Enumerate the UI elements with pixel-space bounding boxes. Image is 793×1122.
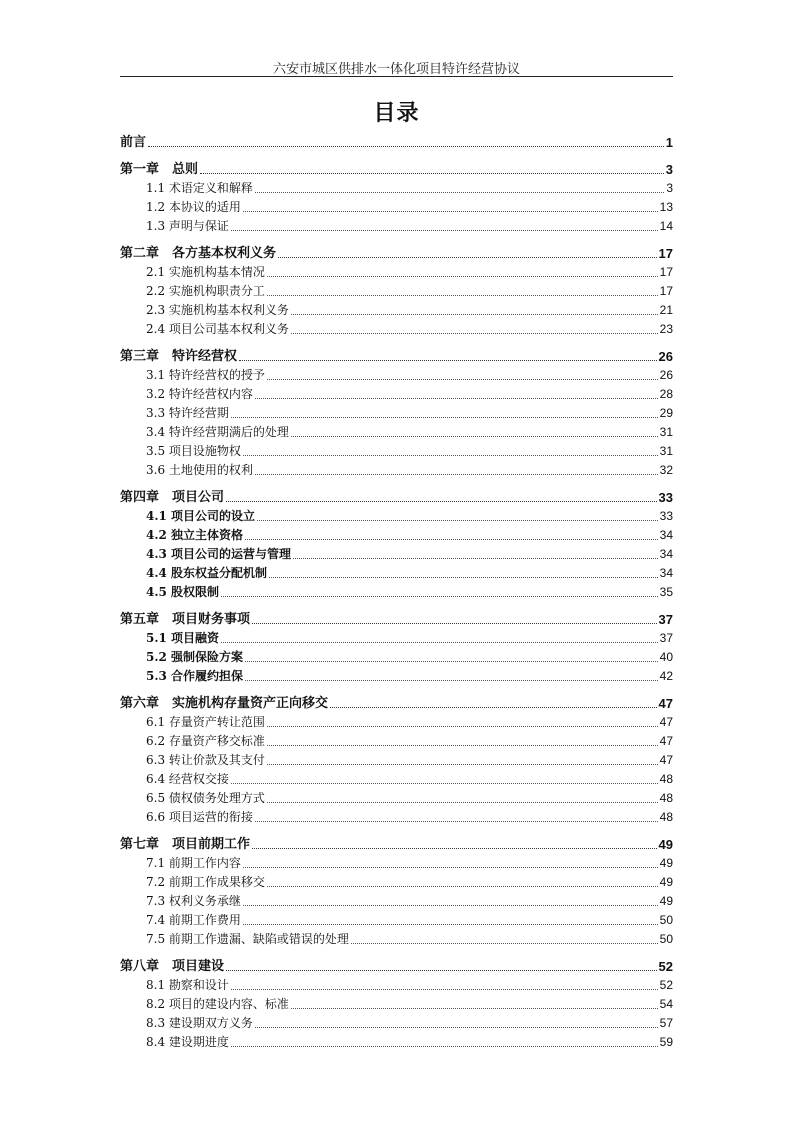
toc-chapter-entry[interactable]	[120, 835, 673, 854]
toc-page-number: 1	[665, 135, 673, 150]
toc-entry-title: 3.2 特许经营权内容	[146, 387, 253, 401]
toc-entry-label	[120, 160, 198, 179]
toc-section-entry[interactable]	[120, 892, 673, 911]
toc-entry-label	[146, 366, 265, 385]
toc-section-entry[interactable]	[120, 667, 673, 686]
dot-leader	[267, 801, 658, 803]
toc-section-entry[interactable]	[120, 911, 673, 930]
dot-leader	[231, 988, 658, 990]
dot-leader	[243, 454, 658, 456]
dot-leader	[267, 378, 658, 380]
toc-entry-label	[146, 179, 253, 198]
toc-page-number: 17	[658, 246, 673, 261]
toc-page-number: 29	[659, 406, 673, 420]
toc-page-number: 49	[659, 894, 673, 908]
toc-chapter-number: 第二章	[120, 246, 160, 261]
dot-leader	[278, 256, 657, 258]
dot-leader	[245, 538, 658, 540]
toc-page-number: 31	[659, 444, 673, 458]
toc-entry-title: 1.1 术语定义和解释	[146, 181, 253, 195]
header-rule	[120, 76, 673, 77]
dot-leader	[231, 229, 658, 231]
toc-page-number: 14	[659, 219, 673, 233]
toc-section-entry[interactable]	[120, 461, 673, 480]
dot-leader	[245, 660, 658, 662]
dot-leader	[291, 435, 658, 437]
toc-chapter-entry[interactable]	[120, 133, 673, 152]
toc-entry-title: 2.3 实施机构基本权利义务	[146, 303, 289, 317]
toc-section-entry[interactable]	[120, 301, 673, 320]
dot-leader	[221, 595, 658, 597]
toc-page-number: 47	[659, 715, 673, 729]
toc-chapter-number: 第三章	[120, 349, 160, 364]
toc-entry-label	[146, 217, 229, 236]
page-header: 六安市城区供排水一体化项目特许经营协议	[272, 62, 520, 77]
toc-page-number: 26	[658, 349, 673, 364]
toc-entry-title: 7.1 前期工作内容	[146, 856, 241, 870]
page-title: 目录	[373, 101, 420, 126]
toc-chapter-number: 第四章	[120, 490, 160, 505]
dot-leader	[267, 294, 658, 296]
toc-entry-title: 6.1 存量资产转让范围	[146, 715, 265, 729]
toc-page-number: 54	[659, 997, 673, 1011]
toc-section-entry[interactable]	[120, 854, 673, 873]
dot-leader	[239, 359, 657, 361]
toc-entry-label	[146, 808, 253, 827]
toc-page-number: 52	[658, 959, 673, 974]
toc-entry-title: 6.4 经营权交接	[146, 772, 229, 786]
toc-page-number: 3	[665, 162, 673, 177]
toc-entry-title: 5.3 合作履约担保	[146, 669, 244, 683]
dot-leader	[293, 557, 658, 559]
toc-section-entry[interactable]	[120, 770, 673, 789]
toc-entry-title: 各方基本权利义务	[172, 246, 277, 261]
toc-entry-title: 4.1 项目公司的设立	[146, 509, 256, 523]
toc-section-entry[interactable]	[120, 873, 673, 892]
toc-section-entry[interactable]	[120, 423, 673, 442]
dot-leader	[351, 942, 658, 944]
toc-page-number: 40	[659, 650, 673, 664]
dot-leader	[243, 923, 658, 925]
toc-section-entry[interactable]	[120, 713, 673, 732]
toc-section-entry[interactable]	[120, 732, 673, 751]
toc-entry-title: 7.5 前期工作遗漏、缺陷或错误的处理	[146, 932, 349, 946]
toc-page-number: 47	[659, 734, 673, 748]
toc-entry-title: 8.1 勘察和设计	[146, 978, 229, 992]
toc-section-entry[interactable]	[120, 976, 673, 995]
toc-entry-title: 6.3 转让价款及其支付	[146, 753, 265, 767]
toc-page-number: 35	[659, 585, 673, 599]
dot-leader	[267, 744, 658, 746]
toc-chapter-number: 第七章	[120, 837, 160, 852]
toc-entry-title: 4.3 项目公司的运营与管理	[146, 547, 292, 561]
toc-entry-label	[120, 957, 224, 976]
dot-leader	[291, 313, 658, 315]
dot-leader	[330, 706, 657, 708]
toc-entry-title: 2.1 实施机构基本情况	[146, 265, 265, 279]
toc-entry-label	[146, 320, 289, 339]
dot-leader	[243, 210, 658, 212]
toc-entry-label	[146, 507, 255, 526]
toc-page-number: 28	[659, 387, 673, 401]
toc-entry-title: 前言	[120, 135, 147, 150]
dot-leader	[252, 847, 657, 849]
toc-page-number: 13	[659, 200, 673, 214]
toc-entry-title: 4.2 独立主体资格	[146, 528, 244, 542]
toc-entry-title: 项目建设	[172, 959, 225, 974]
toc-entry-label	[120, 347, 237, 366]
toc-section-entry[interactable]	[120, 282, 673, 301]
toc-page-number: 34	[659, 528, 673, 542]
toc-entry-label	[146, 301, 289, 320]
toc-section-entry[interactable]	[120, 583, 673, 602]
dot-leader	[148, 145, 664, 147]
toc-section-entry[interactable]	[120, 198, 673, 217]
toc-page-number: 49	[658, 837, 673, 852]
table-of-contents	[120, 133, 673, 1052]
toc-entry-label	[146, 995, 289, 1014]
toc-entry-label	[146, 423, 289, 442]
toc-entry-title: 4.4 股东权益分配机制	[146, 566, 268, 580]
toc-entry-label	[146, 713, 265, 732]
toc-page-number: 34	[659, 547, 673, 561]
toc-section-entry[interactable]	[120, 629, 673, 648]
toc-page-number: 59	[659, 1035, 673, 1049]
toc-entry-title: 8.3 建设期双方义务	[146, 1016, 253, 1030]
toc-section-entry[interactable]	[120, 1033, 673, 1052]
dot-leader	[231, 1045, 658, 1047]
toc-entry-title: 5.1 项目融资	[146, 631, 220, 645]
dot-leader	[291, 1007, 658, 1009]
toc-entry-label	[146, 1033, 229, 1052]
toc-entry-label	[120, 488, 224, 507]
toc-entry-title: 3.1 特许经营权的授予	[146, 368, 265, 382]
toc-entry-label	[146, 564, 267, 583]
toc-entry-label	[146, 930, 349, 949]
toc-entry-label	[146, 404, 229, 423]
toc-chapter-entry[interactable]	[120, 244, 673, 263]
toc-entry-label	[120, 694, 328, 713]
toc-page-number: 57	[659, 1016, 673, 1030]
toc-page-number: 50	[659, 913, 673, 927]
toc-section-entry[interactable]	[120, 648, 673, 667]
toc-entry-label	[146, 648, 243, 667]
toc-section-entry[interactable]	[120, 320, 673, 339]
toc-page-number: 48	[659, 810, 673, 824]
toc-page-number: 50	[659, 932, 673, 946]
toc-page-number: 47	[659, 753, 673, 767]
toc-entry-title: 6.2 存量资产移交标准	[146, 734, 265, 748]
toc-entry-label	[146, 282, 265, 301]
toc-page-number: 17	[659, 284, 673, 298]
toc-entry-label	[146, 770, 229, 789]
toc-entry-title: 1.2 本协议的适用	[146, 200, 241, 214]
toc-entry-title: 2.4 项目公司基本权利义务	[146, 322, 289, 336]
toc-entry-title: 7.2 前期工作成果移交	[146, 875, 265, 889]
toc-entry-label	[146, 545, 291, 564]
toc-entry-label	[146, 385, 253, 404]
toc-section-entry[interactable]	[120, 751, 673, 770]
toc-page-number: 52	[659, 978, 673, 992]
toc-page-number: 37	[659, 631, 673, 645]
toc-page-number: 3	[666, 181, 673, 195]
toc-chapter-entry[interactable]	[120, 347, 673, 366]
toc-chapter-number: 第六章	[120, 696, 160, 711]
toc-entry-title: 6.6 项目运营的衔接	[146, 810, 253, 824]
toc-entry-title: 特许经营权	[172, 349, 238, 364]
toc-section-entry[interactable]	[120, 995, 673, 1014]
toc-entry-label	[146, 751, 265, 770]
toc-entry-label	[146, 198, 241, 217]
toc-page-number: 17	[659, 265, 673, 279]
dot-leader	[267, 275, 658, 277]
toc-entry-label	[146, 732, 265, 751]
toc-entry-title: 2.2 实施机构职责分工	[146, 284, 265, 298]
toc-section-entry[interactable]	[120, 930, 673, 949]
toc-section-entry[interactable]	[120, 366, 673, 385]
toc-section-entry[interactable]	[120, 545, 673, 564]
toc-page-number: 33	[659, 509, 673, 523]
dot-leader	[267, 725, 658, 727]
dot-leader	[255, 473, 658, 475]
toc-entry-title: 1.3 声明与保证	[146, 219, 229, 233]
dot-leader	[255, 820, 658, 822]
toc-chapter-entry[interactable]	[120, 488, 673, 507]
toc-chapter-entry[interactable]	[120, 957, 673, 976]
dot-leader	[243, 866, 658, 868]
dot-leader	[255, 191, 664, 193]
toc-chapter-number: 第五章	[120, 612, 160, 627]
dot-leader	[267, 885, 658, 887]
toc-entry-label	[146, 442, 241, 461]
dot-leader	[252, 622, 657, 624]
toc-entry-title: 3.5 项目设施物权	[146, 444, 241, 458]
toc-page-number: 47	[658, 696, 673, 711]
toc-chapter-number: 第一章	[120, 162, 160, 177]
dot-leader	[269, 576, 658, 578]
toc-entry-label	[146, 461, 253, 480]
toc-entry-title: 总则	[172, 162, 199, 177]
toc-entry-label	[146, 789, 265, 808]
toc-page-number: 49	[659, 875, 673, 889]
dot-leader	[221, 641, 658, 643]
toc-entry-title: 3.6 土地使用的权利	[146, 463, 253, 477]
toc-page-number: 23	[659, 322, 673, 336]
toc-entry-label	[120, 835, 250, 854]
toc-section-entry[interactable]	[120, 526, 673, 545]
toc-entry-label	[120, 244, 276, 263]
toc-entry-label	[146, 873, 265, 892]
toc-page-number: 48	[659, 772, 673, 786]
dot-leader	[226, 500, 657, 502]
toc-page-number: 37	[658, 612, 673, 627]
toc-entry-title: 7.4 前期工作费用	[146, 913, 241, 927]
dot-leader	[267, 763, 658, 765]
toc-entry-title: 3.4 特许经营期满后的处理	[146, 425, 289, 439]
dot-leader	[243, 904, 658, 906]
dot-leader	[226, 969, 657, 971]
toc-entry-label	[146, 976, 229, 995]
dot-leader	[291, 332, 658, 334]
toc-entry-title: 8.4 建设期进度	[146, 1035, 229, 1049]
toc-section-entry[interactable]	[120, 385, 673, 404]
toc-page-number: 33	[658, 490, 673, 505]
toc-section-entry[interactable]	[120, 217, 673, 236]
toc-section-entry[interactable]	[120, 507, 673, 526]
toc-page-number: 34	[659, 566, 673, 580]
toc-entry-label	[146, 629, 219, 648]
toc-section-entry[interactable]	[120, 1014, 673, 1033]
toc-entry-title: 5.2 强制保险方案	[146, 650, 244, 664]
toc-page-number: 42	[659, 669, 673, 683]
toc-entry-label	[146, 263, 265, 282]
toc-entry-label	[146, 1014, 253, 1033]
toc-chapter-number: 第八章	[120, 959, 160, 974]
toc-entry-title: 项目前期工作	[172, 837, 251, 852]
toc-entry-label	[146, 583, 219, 602]
toc-entry-title: 7.3 权利义务承继	[146, 894, 241, 908]
toc-entry-title: 8.2 项目的建设内容、标准	[146, 997, 289, 1011]
toc-entry-label	[146, 526, 243, 545]
toc-chapter-entry[interactable]	[120, 694, 673, 713]
dot-leader	[231, 416, 658, 418]
toc-page-number: 48	[659, 791, 673, 805]
toc-section-entry[interactable]	[120, 263, 673, 282]
toc-section-entry[interactable]	[120, 789, 673, 808]
toc-page-number: 32	[659, 463, 673, 477]
toc-entry-title: 项目财务事项	[172, 612, 251, 627]
toc-section-entry[interactable]	[120, 564, 673, 583]
dot-leader	[245, 679, 658, 681]
toc-entry-title: 实施机构存量资产正向移交	[172, 696, 329, 711]
dot-leader	[231, 782, 658, 784]
toc-page-number: 21	[659, 303, 673, 317]
toc-section-entry[interactable]	[120, 179, 673, 198]
toc-entry-label	[120, 610, 250, 629]
toc-section-entry[interactable]	[120, 404, 673, 423]
toc-entry-label	[146, 892, 241, 911]
toc-page-number: 49	[659, 856, 673, 870]
toc-chapter-entry[interactable]	[120, 610, 673, 629]
toc-entry-label	[146, 854, 241, 873]
toc-entry-label	[146, 911, 241, 930]
dot-leader	[255, 1026, 658, 1028]
dot-leader	[255, 397, 658, 399]
toc-entry-title: 4.5 股权限制	[146, 585, 220, 599]
toc-page-number: 26	[659, 368, 673, 382]
toc-section-entry[interactable]	[120, 442, 673, 461]
toc-entry-label	[146, 667, 243, 686]
toc-section-entry[interactable]	[120, 808, 673, 827]
toc-entry-title: 项目公司	[172, 490, 225, 505]
toc-chapter-entry[interactable]	[120, 160, 673, 179]
dot-leader	[200, 172, 664, 174]
toc-entry-title: 3.3 特许经营期	[146, 406, 229, 420]
toc-page-number: 31	[659, 425, 673, 439]
toc-entry-title: 6.5 债权债务处理方式	[146, 791, 265, 805]
toc-entry-label	[120, 133, 146, 152]
dot-leader	[257, 519, 658, 521]
